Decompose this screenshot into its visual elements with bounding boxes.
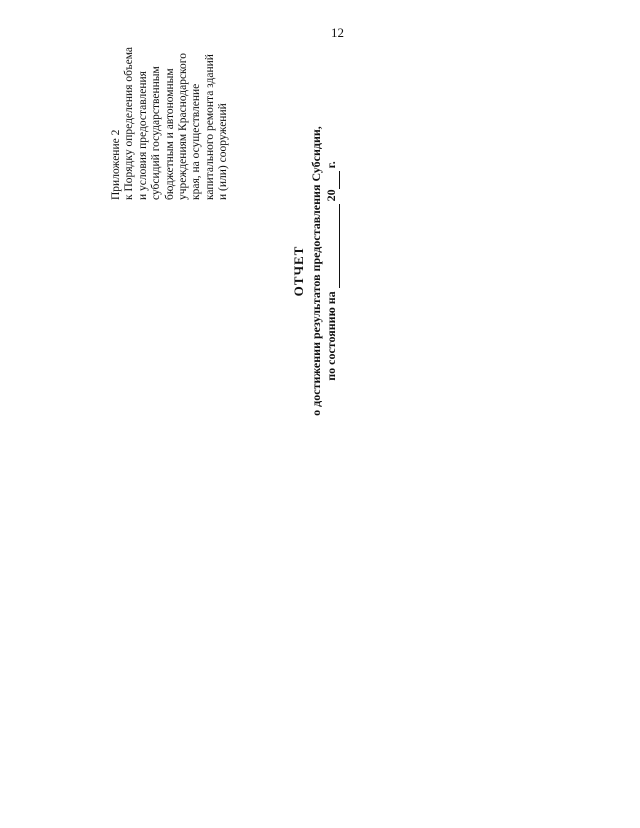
report-title: ОТЧЕТ (291, 245, 306, 297)
appendix-line: бюджетным и автономным (163, 68, 176, 200)
report-date-suffix: г. (324, 161, 338, 169)
report-year-blank (324, 171, 340, 189)
appendix-line: Приложение 2 (110, 129, 122, 200)
report-date-blank (324, 204, 340, 288)
appendix-line: субсидий государственным (150, 66, 163, 200)
report-subtitle: о достижении результатов предоставления Субсидии, (309, 126, 323, 416)
appendix-line: и условия предоставления (136, 71, 149, 200)
appendix-line: края, на осуществление (190, 83, 203, 200)
appendix-line: учреждениям Краснодарского (176, 53, 189, 200)
appendix-line: и (или) сооружений (217, 103, 230, 200)
report-date-line (324, 66, 340, 476)
appendix-line: капитального ремонта зданий (203, 54, 216, 200)
report-title-block (291, 66, 340, 476)
appendix-heading (110, 47, 231, 200)
report-date-year-prefix: 20 (324, 189, 338, 202)
appendix-line: к Порядку определения объема (123, 46, 136, 200)
report-date-prefix: по состоянию на (324, 291, 338, 381)
page-number: 12 (331, 25, 344, 40)
